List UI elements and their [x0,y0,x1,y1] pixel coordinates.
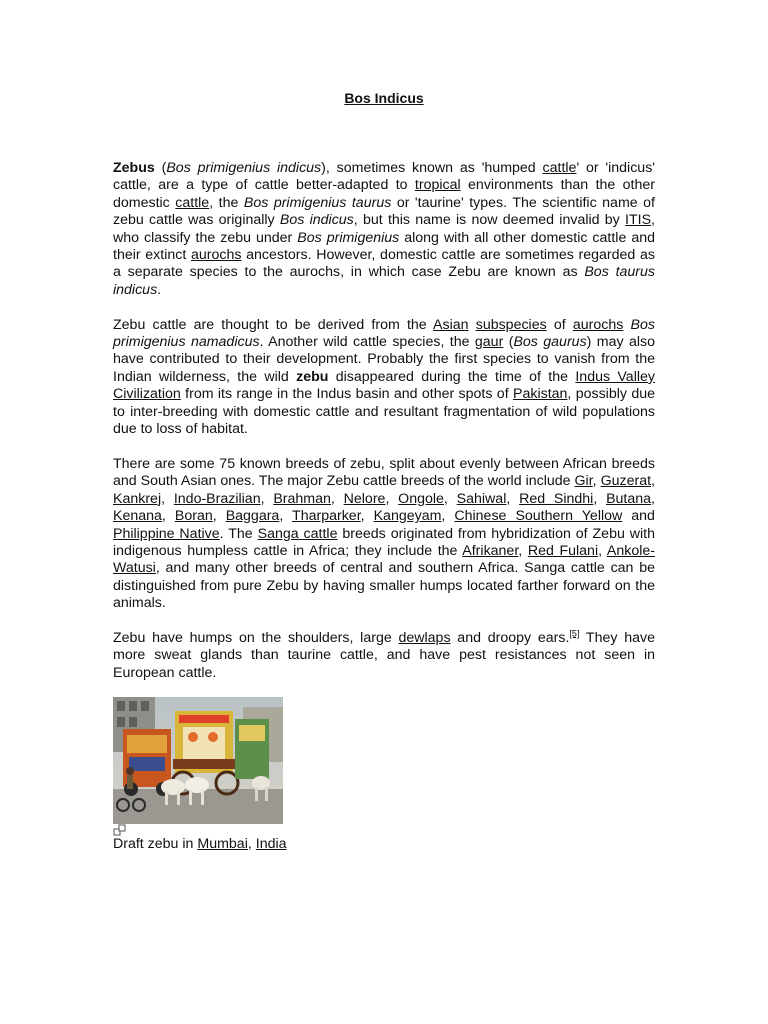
link-breed[interactable]: Chinese Southern Yellow [454,508,623,525]
caption-text: Draft zebu in [113,836,198,852]
link-aurochs[interactable]: aurochs [190,247,242,264]
text-run: ), sometimes known as 'humped [321,160,543,176]
link-tropical[interactable]: tropical [414,177,461,194]
link-breed[interactable]: Red Sindhi [519,490,594,507]
text-run [623,317,630,333]
separator: , [441,508,455,525]
link-breed[interactable]: Red Fulani [527,542,599,559]
link-breed[interactable]: Indo-Brazilian [173,490,261,507]
zebu-photo [113,697,283,829]
text-run: or 'taurine' types. The scientific name of zebu cattle was originally [113,194,655,229]
text-run: There are some 75 known breeds of zebu, split about evenly between African breeds and South Asian ones. The major Zebu cattle breeds of the world include [113,455,655,490]
text-run: , who classify the zebu under [113,212,655,246]
italic-term: Bos primigenius taurus [243,194,392,211]
text-run: , and many other breeds of central and southern Africa. Sanga cattle can be distinguished from pure Zebu by having smaller humps located farther forward on the animals. [113,560,655,612]
text-run: . The [219,525,258,542]
link-breed[interactable]: Ankole-Watusi [113,542,655,577]
text-run: Zebu cattle are thought to be derived from the [113,316,434,333]
text-run [469,317,476,333]
link-breed[interactable]: Brahman [273,490,331,507]
italic-term: Bos taurus indicus [113,264,655,298]
text-run: ) may also have contributed to their development. Probably the first species to vanish from the Indian wilderness, the wild [113,334,656,385]
link-breed[interactable]: Gir [574,473,593,490]
text-run: ancestors. However, domestic cattle are sometimes regarded as a separate species to the aurochs, in which case Zebu are known as [113,247,655,281]
link-indus-valley[interactable]: Indus Valley Civilization [113,368,655,403]
link-aurochs[interactable]: aurochs [572,316,624,333]
paragraph-origin [113,317,655,439]
text-run: from its range in the Indus basin and other spots of [180,386,513,403]
separator: , [593,490,607,507]
text-run: . Another wild cattle species, the [259,334,475,351]
text-run: , possibly due to inter-breeding with domestic cattle and resultant fragmentation of wild populations due to loss of habitat. [113,386,655,438]
link-breed[interactable]: Baggara [225,508,280,525]
separator: , [260,490,274,507]
separator: , [360,508,374,525]
link-cattle[interactable]: cattle [175,194,210,211]
text-run: Zebu have humps on the shoulders, large [113,629,399,646]
bold-term: Zebus [113,160,155,176]
separator: , [385,490,399,507]
text-run: and droopy ears. [450,629,570,646]
separator: , [592,473,601,490]
text-run: of [546,316,573,333]
text-run: disappeared during the time of the [328,368,576,385]
separator: , [651,490,655,507]
link-subspecies[interactable]: subspecies [475,316,547,333]
link-breed[interactable]: Nelore [343,490,386,507]
separator: , [330,490,344,507]
text-run: , the [209,194,244,211]
text-run: They have more sweat glands than taurine cattle, and have pest resistances not seen in European cattle. [113,629,655,681]
text-run: ' or 'indicus' cattle, are a type of cattle better-adapted to [113,160,655,194]
link-asian[interactable]: Asian [433,316,469,333]
link-breed[interactable]: Boran [174,508,213,525]
document-body [113,160,655,700]
link-pakistan[interactable]: Pakistan [513,386,568,403]
caption-text: , [247,836,256,852]
italic-term: Bos primigenius indicus [166,160,322,176]
paragraph-intro [113,160,655,299]
link-breed[interactable]: Kankrej [113,490,162,507]
link-breed[interactable]: Tharparker [292,508,361,525]
page-title: Bos Indicus [344,90,424,106]
italic-term: Bos primigenius [297,229,400,246]
italic-term: Bos indicus [279,212,354,229]
separator: , [518,542,528,559]
link-breed[interactable]: Kangeyam [373,508,442,525]
italic-term: Bos gaurus [513,334,587,351]
draft-zebu-image [113,697,283,824]
separator: , [161,508,175,525]
text-run: environments than the other domestic [113,177,656,211]
link-cattle[interactable]: cattle [542,160,577,176]
separator: and [622,508,655,525]
link-india[interactable]: India [255,836,287,852]
text-run: breeds originated from hybridization of Zebu with indigenous humpless cattle in Africa; they include the [113,525,655,559]
bold-term: zebu [296,368,329,385]
link-gaur[interactable]: gaur [474,334,504,351]
link-sanga-cattle[interactable]: Sanga cattle [257,525,338,542]
link-breed[interactable]: Kenana [113,508,162,525]
separator: , [506,490,520,507]
link-breed[interactable]: Guzerat [600,473,652,490]
link-breed[interactable]: Butana [606,490,652,507]
separator: , [443,490,457,507]
image-caption [113,836,287,852]
footnote-ref[interactable]: [5] [569,628,580,639]
link-breed[interactable]: Philippine Native [113,525,220,542]
paragraph-traits [113,630,655,682]
link-breed[interactable]: Afrikaner [462,542,519,559]
separator: , [651,473,655,490]
text-run: ( [503,334,514,351]
text-run: , but this name is now deemed invalid by [353,212,626,229]
link-mumbai[interactable]: Mumbai [197,836,248,852]
link-breed[interactable]: Sahiwal [456,490,507,507]
italic-term: Bos primigenius namadicus [113,316,655,351]
paragraph-breeds [113,456,655,613]
separator: , [279,508,293,525]
text-run: along with all other domestic cattle and their extinct [113,229,655,264]
text-run: . [157,281,162,298]
text-run: ( [154,160,167,176]
link-itis[interactable]: ITIS [625,212,652,229]
separator: , [598,542,607,559]
link-dewlaps[interactable]: dewlaps [398,629,451,646]
link-breed[interactable]: Ongole [398,490,444,507]
separator: , [161,490,174,507]
separator: , [212,508,226,525]
